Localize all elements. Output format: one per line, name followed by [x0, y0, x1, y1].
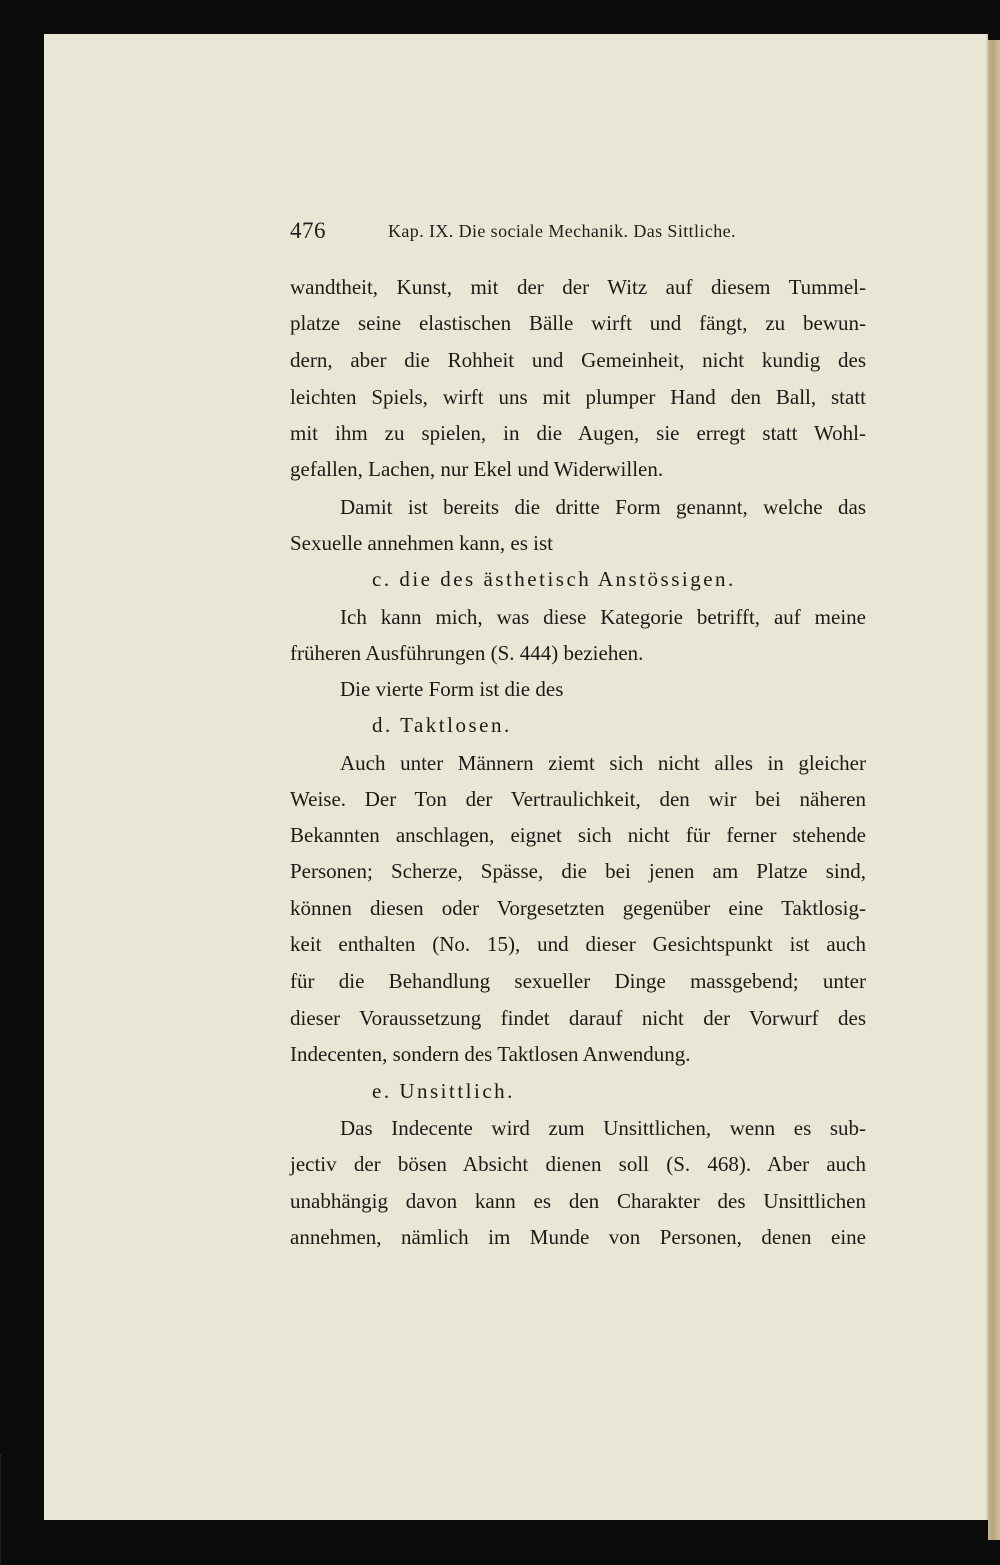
text-line: wandtheit, Kunst, mit der der Witz auf diesem Tummel- — [290, 275, 866, 299]
running-head — [290, 218, 866, 248]
text-line: Sexuelle annehmen kann, es ist — [290, 531, 554, 555]
text-line: dieser Voraussetzung findet darauf nicht der Vorwurf des — [290, 1006, 866, 1030]
page-number: 476 — [290, 218, 326, 243]
text-line: Ich kann mich, was diese Kategorie betrifft, auf meine — [340, 605, 866, 629]
text-line: früheren Ausführungen (S. 444) beziehen. — [290, 641, 644, 665]
text-line: jectiv der bösen Absicht dienen soll (S. 468). Aber auch — [290, 1152, 866, 1176]
text-line: mit ihm zu spielen, in die Augen, sie erregt statt Wohl- — [290, 421, 866, 445]
text-line: gefallen, Lachen, nur Ekel und Widerwillen. — [290, 457, 664, 481]
text-line: leichten Spiels, wirft uns mit plumper Hand den Ball, statt — [290, 385, 866, 409]
text-line: dern, aber die Rohheit und Gemeinheit, nicht kundig des — [290, 348, 866, 372]
page-edge — [988, 40, 1000, 1540]
text-line: Personen; Scherze, Spässe, die bei jenen am Platze sind, — [290, 859, 866, 883]
scan-edge-mark — [0, 1455, 17, 1565]
section-heading-d: d. Taktlosen. — [372, 713, 512, 737]
running-title: Kap. IX. Die sociale Mechanik. Das Sittliche. — [388, 221, 736, 241]
text-line: platze seine elastischen Bälle wirft und fängt, zu bewun- — [290, 311, 866, 335]
section-heading-c: c. die des ästhetisch Anstössigen. — [372, 567, 736, 591]
text-line: Damit ist bereits die dritte Form genannt, welche das — [340, 495, 866, 519]
text-line: Bekannten anschlagen, eignet sich nicht für ferner stehende — [290, 823, 866, 847]
text-line: Indecenten, sondern des Taktlosen Anwendung. — [290, 1042, 691, 1066]
text-line: annehmen, nämlich im Munde von Personen, denen eine — [290, 1225, 866, 1249]
text-line: Weise. Der Ton der Vertraulichkeit, den wir bei näheren — [290, 787, 866, 811]
text-line: Die vierte Form ist die des — [340, 677, 564, 701]
section-heading-e: e. Unsittlich. — [372, 1079, 515, 1103]
text-line: können diesen oder Vorgesetzten gegenüber eine Taktlosig- — [290, 896, 866, 920]
text-line: keit enthalten (No. 15), und dieser Gesichtspunkt ist auch — [290, 932, 866, 956]
text-line: Auch unter Männern ziemt sich nicht alles in gleicher — [340, 751, 866, 775]
text-line: unabhängig davon kann es den Charakter des Unsittlichen — [290, 1189, 866, 1213]
text-line: Das Indecente wird zum Unsittlichen, wenn es sub- — [340, 1116, 866, 1140]
text-line: für die Behandlung sexueller Dinge massgebend; unter — [290, 969, 866, 993]
